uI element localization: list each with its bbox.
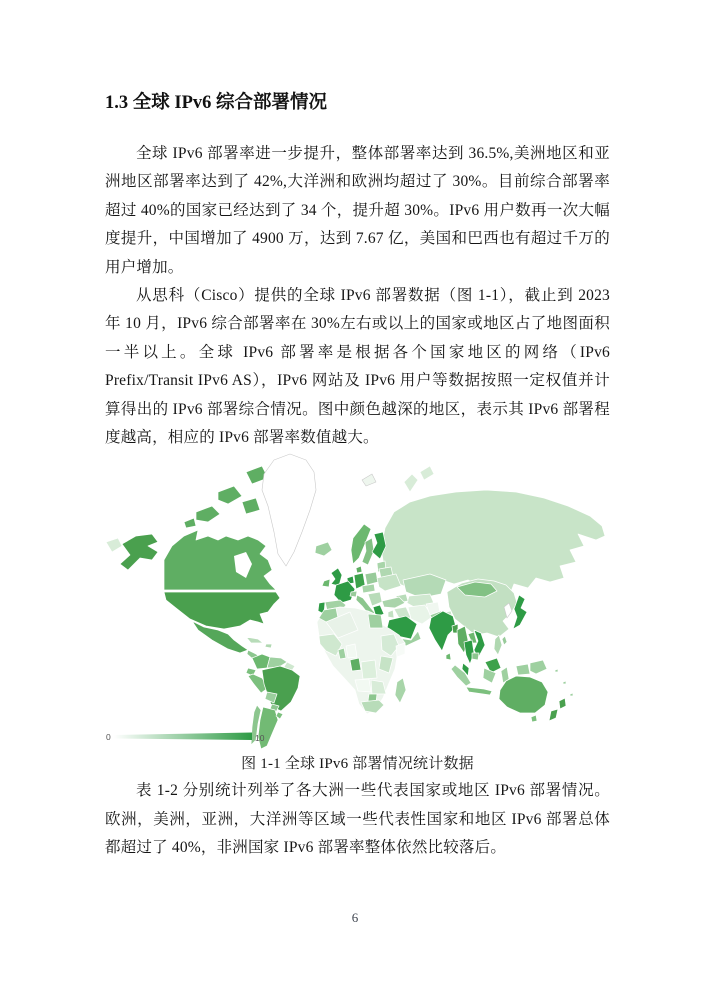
region-drc: [361, 660, 377, 679]
legend-gradient-bar: [114, 733, 252, 741]
region-indonesia: [516, 664, 530, 675]
region-cuba: [246, 637, 263, 643]
region-chukotka: [106, 538, 122, 552]
region-thailand: [464, 640, 474, 664]
legend-min-label: 0: [106, 732, 111, 743]
region-india: [429, 611, 456, 651]
region-brazil: [262, 666, 300, 711]
page-number: 6: [351, 910, 359, 925]
region-czech-austria: [362, 584, 375, 593]
region-pacific-islands: [563, 681, 566, 684]
region-papua-new-guinea: [530, 660, 547, 674]
legend-max-label: 10: [255, 733, 265, 744]
region-new-zealand: [559, 698, 566, 709]
region-poland: [365, 572, 378, 585]
region-balkans: [368, 592, 382, 606]
region-pacific-islands: [555, 669, 558, 672]
region-philippines: [494, 635, 502, 655]
region-java: [466, 687, 492, 695]
region-new-zealand: [549, 709, 558, 721]
paragraph-3: 表 1-2 分别统计列举了各大洲一些代表国家或地区 IPv6 部署情况。欧洲，美洲，亚洲，大洋洲等区域一些代表性国家和地区 IPv6 部署总体都超过了 40%，非洲国家 IPv6 部署率整体依然比较落后。: [105, 782, 610, 857]
region-pacific-islands: [570, 693, 573, 696]
region-egypt: [368, 614, 383, 628]
region-svalbard: [362, 474, 376, 486]
region-canada: [196, 506, 220, 522]
page-content: [105, 0, 610, 863]
paragraph-2: 从思科（Cisco）提供的全球 IPv6 部署数据（图 1-1），截止到 2023 年 10 月，IPv6 综合部署率在 30%左右或以上的国家或地区占了地图面积一半以上。全球 IPv6 部署率是根据各个国家地区的网络（IPv6 Prefix/Transit IPv6 AS），IPv6 网站及 IPv6 用户等数据按照一定权值并计算得出的 IPv6 部署综合情况。图中颜色越深的地区，表示其 IPv6 部署程度越高，相应的 IPv6 部署率数值越大。: [105, 287, 610, 447]
region-switzerland: [350, 591, 357, 597]
region-canada: [242, 498, 260, 514]
region-usa: [164, 592, 280, 629]
region-cambodia: [472, 653, 479, 660]
world-choropleth-map: [100, 452, 608, 750]
region-israel-jordan: [388, 610, 394, 618]
region-tasmania: [531, 715, 537, 722]
region-canada: [218, 486, 242, 504]
region-ireland: [322, 579, 330, 587]
region-canada: [164, 530, 276, 590]
region-angola: [355, 679, 371, 692]
figure-ipv6-world-map: [100, 452, 608, 775]
region-gabon-congo: [350, 658, 361, 671]
region-alaska: [120, 534, 158, 570]
section-heading: 1.3 全球 IPv6 综合部署情况: [105, 93, 328, 113]
region-novaya-zemlya: [404, 474, 418, 492]
region-taiwan: [502, 636, 507, 645]
region-nigeria: [346, 644, 357, 658]
region-novaya-zemlya: [420, 466, 434, 480]
region-canada: [184, 518, 196, 528]
region-sri-lanka: [446, 653, 451, 660]
region-australia: [499, 676, 548, 713]
paragraph-1: 全球 IPv6 部署率进一步提升，整体部署率达到 36.5%,美洲地区和亚洲地区部署率达到了 42%,大洋洲和欧洲均超过了 30%。目前综合部署率超过 40%的国家已经达到了 34 个，提升超 30%。IPv6 用户数再一次大幅度提升，中国增加了 4900 万，达到 7.67 亿，美国和巴西也有超过千万的用户增加。: [105, 145, 610, 276]
region-greenland: [262, 454, 316, 566]
region-denmark: [356, 566, 362, 573]
region-iceland: [315, 542, 332, 556]
region-madagascar: [395, 678, 406, 703]
figure-caption: 图 1-1 全球 IPv6 部署情况统计数据: [241, 756, 474, 773]
region-caribbean: [265, 644, 272, 648]
